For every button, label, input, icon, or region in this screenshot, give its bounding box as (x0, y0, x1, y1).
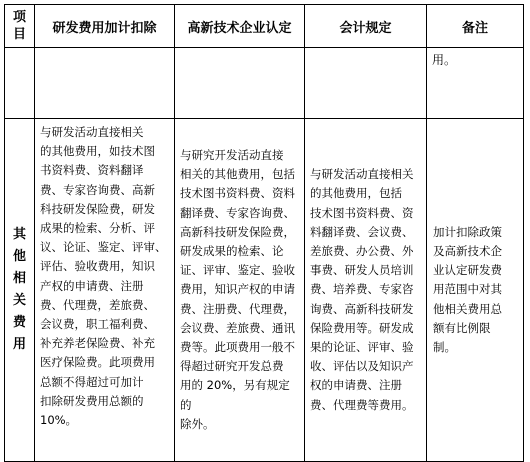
row-label-char: 用 (12, 337, 26, 352)
header-rd-deduction: 研发费用加计扣除 (35, 5, 175, 48)
rd-deduction-text: 与研发活动直接相关 的其他费用，如技术图 书资料费、资料翻译 费、专家咨询费、高新 科技研发保险费，研发 成果的检索、分析、评 议、论证、鉴定、评审、 评估、验收费用，知识 产权的申请费、注册 费、代理费，差旅费、 会议费，职工福利费、 补充养老保险费、补充 医疗保险费。此项费用 总额不得超过可加计 扣除研发费用总额的 10%。 (40, 125, 167, 428)
cell-remarks-continued (427, 48, 524, 119)
cell-empty (175, 48, 305, 119)
cell-hitech (175, 119, 305, 462)
header-item: 项 目 (5, 5, 35, 48)
hitech-text: 与研究开发活动直接 相关的其他费用，包括 技术图书资料费、资料 翻译费、专家咨询费、 高新科技研发保险费， 研发成果的检索、论 证、评审、鉴定、验收 费用，知识产权的申请 费、注册费、代理费， 会议费、差旅费、通讯 费等。此项费用一般不 得超过研究开发总费 用的 20%，另有规定的 除外。 (180, 147, 295, 431)
row-label-other-expenses (5, 119, 35, 462)
row-label-char: 关 (12, 293, 26, 308)
header-hitech-certification: 高新技术企业认定 (175, 5, 305, 48)
header-remarks: 备注 (427, 5, 524, 48)
row-label-char: 相 (12, 271, 26, 286)
accounting-text: 与研发活动直接相关 的其他费用，包括 技术图书资料费、资 料翻译费、会议费、 差旅费、办公费、外 事费、研发人员培训 费、培养费、专家咨 询费、高新科技研发 保险费用等。研发成 果的论证、评审、验 收、评估以及知识产 权的申请费、注册 费、代理费等费用。 (310, 167, 414, 412)
row-label-char: 他 (12, 249, 26, 264)
header-accounting-rules: 会计规定 (305, 5, 427, 48)
cell-remarks (427, 119, 524, 462)
remarks-text: 加计扣除政策 及高新技术企 业认定研发费 用范围中对其 他相关费用总 额有比例限 制。 (433, 224, 502, 354)
cell-empty (5, 48, 35, 119)
row-label-char: 其 (12, 227, 26, 242)
cell-empty (305, 48, 427, 119)
table-row-continued (5, 48, 524, 119)
remarks-tail-text: 用。 (432, 53, 457, 67)
table-row-other-expenses (5, 119, 524, 462)
header-row (5, 5, 524, 48)
cell-accounting (305, 119, 427, 462)
cell-empty (35, 48, 175, 119)
comparison-table (4, 4, 524, 462)
row-label-char: 费 (12, 315, 26, 330)
cell-rd-deduction (35, 119, 175, 462)
